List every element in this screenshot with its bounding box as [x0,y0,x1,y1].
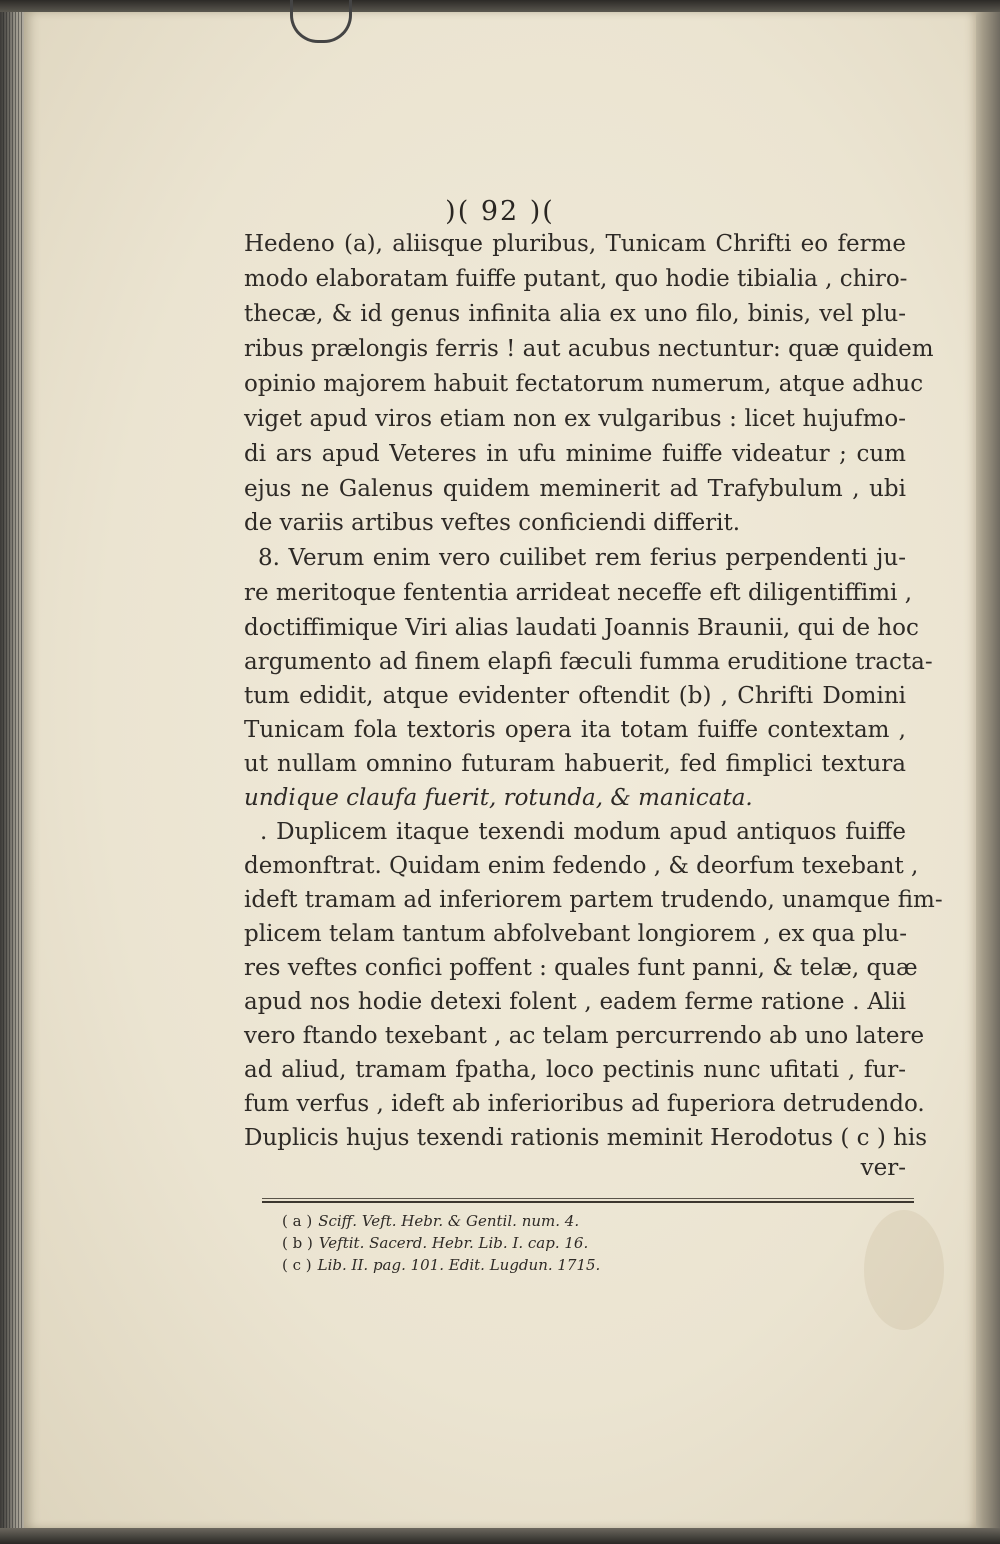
text-line: undique claufa fuerit, rotunda, & manicata. [244,785,753,811]
footnote-label: ( c ) [282,1256,312,1274]
text-line: fum verfus , ideft ab inferioribus ad fuperiora detrudendo. [244,1091,925,1117]
text-line: argumento ad finem elapfi fæculi fumma eruditione tracta- [244,649,933,675]
text-line: de variis artibus veftes conficiendi differit. [244,510,741,536]
footnote [282,1232,588,1254]
text-line: . Duplicem itaque texendi modum apud antiquos fuiffe [260,819,906,845]
text-line: tum edidit, atque evidenter oftendit (b) , Chrifti Domini [244,683,906,709]
paper-stain [864,1210,944,1330]
text-line: doctiffimique Viri alias laudati Joannis Braunii, qui de hoc [244,615,919,641]
footnote-text: Lib. II. pag. 101. Edit. Lugdun. 1715. [317,1256,601,1274]
text-line: ideft tramam ad inferiorem partem trudendo, unamque fim- [244,887,943,913]
text-line: thecæ, & id genus infinita alia ex uno filo, binis, vel plu- [244,301,906,327]
footnote-rule-thick [262,1201,914,1203]
text-line: opinio majorem habuit fectatorum numerum, atque adhuc [244,371,924,397]
right-page-edge [972,0,1000,1544]
footnote [282,1210,579,1232]
text-line: ad aliud, tramam fpatha, loco pectinis nunc ufitati , fur- [244,1057,906,1083]
footnote-rule [262,1198,914,1199]
text-line: Hedeno (a), aliisque pluribus, Tunicam Chrifti eo ferme [244,231,906,257]
footnote-label: ( a ) [282,1212,313,1230]
footnote-text: Sciff. Veft. Hebr. & Gentil. num. 4. [318,1212,580,1230]
bottom-edge [0,1528,1000,1544]
text-line: vero ftando texebant , ac telam percurrendo ab uno latere [244,1023,925,1049]
text-line: di ars apud Veteres in ufu minime fuiffe videatur ; cum [244,441,906,467]
text-line: ribus prælongis ferris ! aut acubus nectuntur: quæ quidem [244,336,934,362]
text-line: 8. Verum enim vero cuilibet rem ferius perpendenti ju- [258,545,906,571]
text-line: modo elaboratam fuiffe putant, quo hodie tibialia , chiro- [244,266,908,292]
text-line: plicem telam tantum abfolvebant longiorem , ex qua plu- [244,921,908,947]
text-line: res veftes confici poffent : quales funt panni, & telæ, quæ [244,955,918,981]
text-line: re meritoque fententia arrideat neceffe eft diligentiffimi , [244,580,912,606]
catchword: ver- [860,1155,906,1181]
text-line: demonftrat. Quidam enim fedendo , & deorfum texebant , [244,853,919,879]
spine-texture [3,0,23,1544]
text-line: ejus ne Galenus quidem meminerit ad Trafybulum , ubi [244,476,906,502]
footnote-text: Veftit. Sacerd. Hebr. Lib. I. cap. 16. [318,1234,589,1252]
text-line: viget apud viros etiam non ex vulgaribus : licet hujufmo- [244,406,906,432]
top-edge [0,0,1000,12]
text-line: Tunicam fola textoris opera ita totam fuiffe contextam , [244,717,906,743]
page-header: )( 92 )( [445,196,555,227]
footnote [282,1254,600,1276]
text-line: Duplicis hujus texendi rationis meminit Herodotus ( c ) his [244,1125,928,1151]
footnote-label: ( b ) [282,1234,313,1252]
text-line: apud nos hodie detexi folent , eadem ferme ratione . Alii [244,989,906,1015]
text-line: ut nullam omnino futuram habuerit, fed fimplici textura [244,751,906,777]
